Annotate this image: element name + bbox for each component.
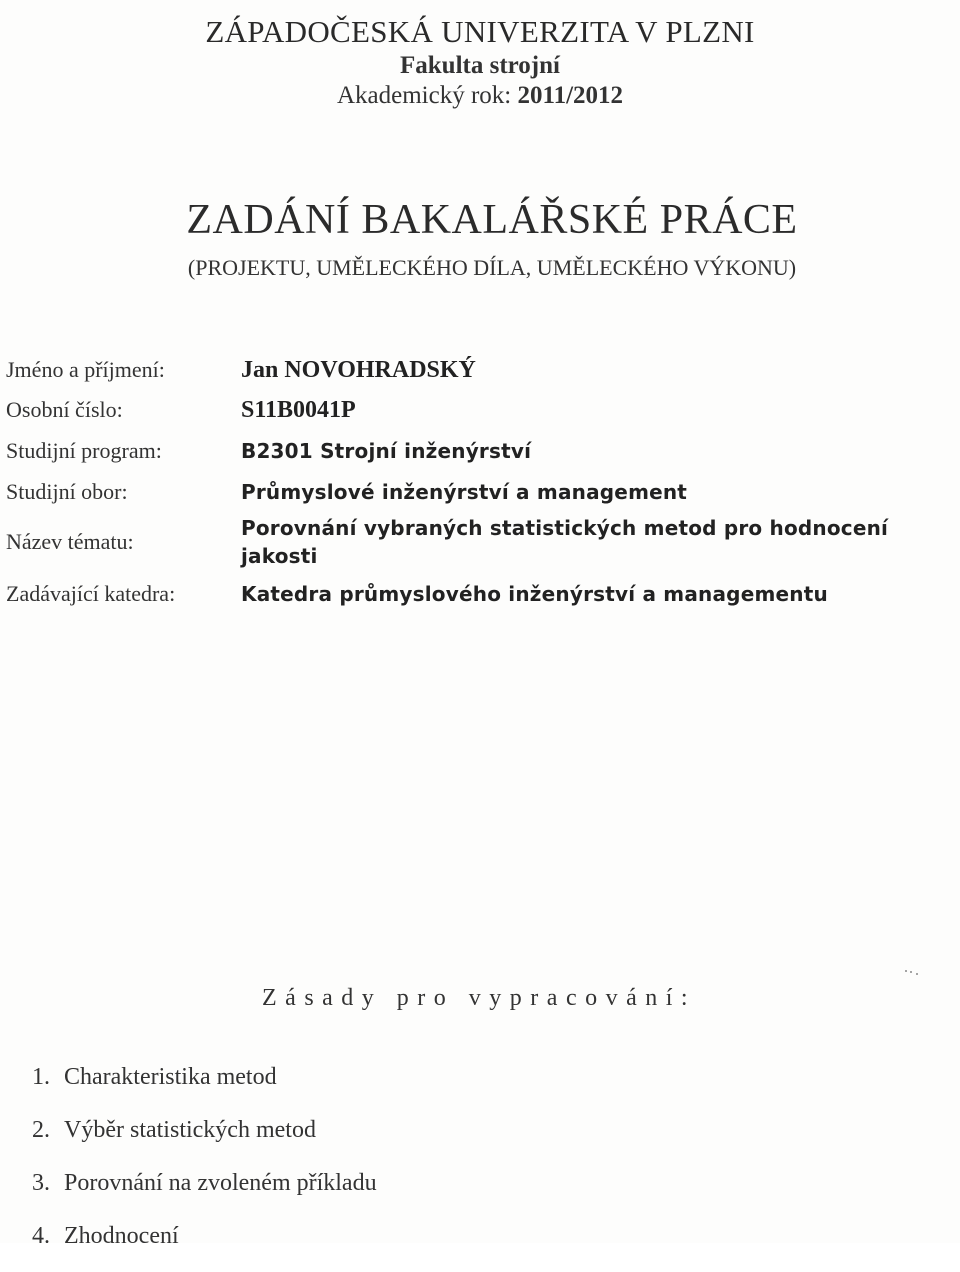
info-row-department <box>6 572 956 616</box>
principles-heading: Zásady pro vypracování: <box>262 985 697 1011</box>
info-row-field <box>6 472 956 512</box>
id-value: S11B0041P <box>241 396 356 423</box>
topic-label: Název tématu: <box>6 529 134 554</box>
list-item-number: 1. <box>32 1064 50 1090</box>
field-value: Průmyslové inženýrství a management <box>241 480 688 504</box>
list-item <box>32 1060 377 1113</box>
list-item <box>32 1219 377 1272</box>
student-info <box>6 350 956 616</box>
list-item-number: 3. <box>32 1170 50 1196</box>
name-label: Jméno a příjmení: <box>6 357 165 382</box>
id-label: Osobní číslo: <box>6 397 123 422</box>
field-label: Studijní obor: <box>6 479 128 504</box>
department-label: Zadávající katedra: <box>6 581 176 606</box>
list-item-number: 4. <box>32 1223 50 1249</box>
info-row-id <box>6 390 956 430</box>
list-item-text: Charakteristika metod <box>64 1064 277 1090</box>
list-item <box>32 1113 377 1166</box>
info-row-topic <box>6 512 956 572</box>
principles-list <box>32 1060 377 1272</box>
name-value: Jan NOVOHRADSKÝ <box>241 356 476 383</box>
topic-value-line1: Porovnání vybraných statistických metod pro hodnocení <box>241 516 889 540</box>
list-item-number: 2. <box>32 1117 50 1143</box>
academic-year-label: Akademický rok: <box>336 82 512 109</box>
info-row-name <box>6 350 956 390</box>
university-name: ZÁPADOČESKÁ UNIVERZITA V PLZNI <box>205 14 755 49</box>
info-row-program <box>6 430 956 472</box>
department-value: Katedra průmyslového inženýrství a managementu <box>241 582 828 606</box>
topic-value <box>241 514 888 570</box>
faculty-name: Fakulta strojní <box>400 52 560 79</box>
program-label: Studijní program: <box>6 438 162 463</box>
list-item-text: Výběr statistických metod <box>64 1117 316 1143</box>
list-item-text: Porovnání na zvoleném příkladu <box>64 1170 377 1196</box>
academic-year-value: 2011/2012 <box>517 82 624 109</box>
document-subtitle: (PROJEKTU, UMĚLECKÉHO DÍLA, UMĚLECKÉHO VÝKONU) <box>187 255 797 280</box>
list-item <box>32 1166 377 1219</box>
document-title: ZADÁNÍ BAKALÁŘSKÉ PRÁCE <box>186 197 798 243</box>
list-item-text: Zhodnocení <box>64 1223 179 1249</box>
topic-value-line2: jakosti <box>241 544 318 568</box>
program-value: B2301 Strojní inženýrství <box>241 439 532 463</box>
academic-year <box>0 82 960 110</box>
scan-speck <box>905 970 919 974</box>
